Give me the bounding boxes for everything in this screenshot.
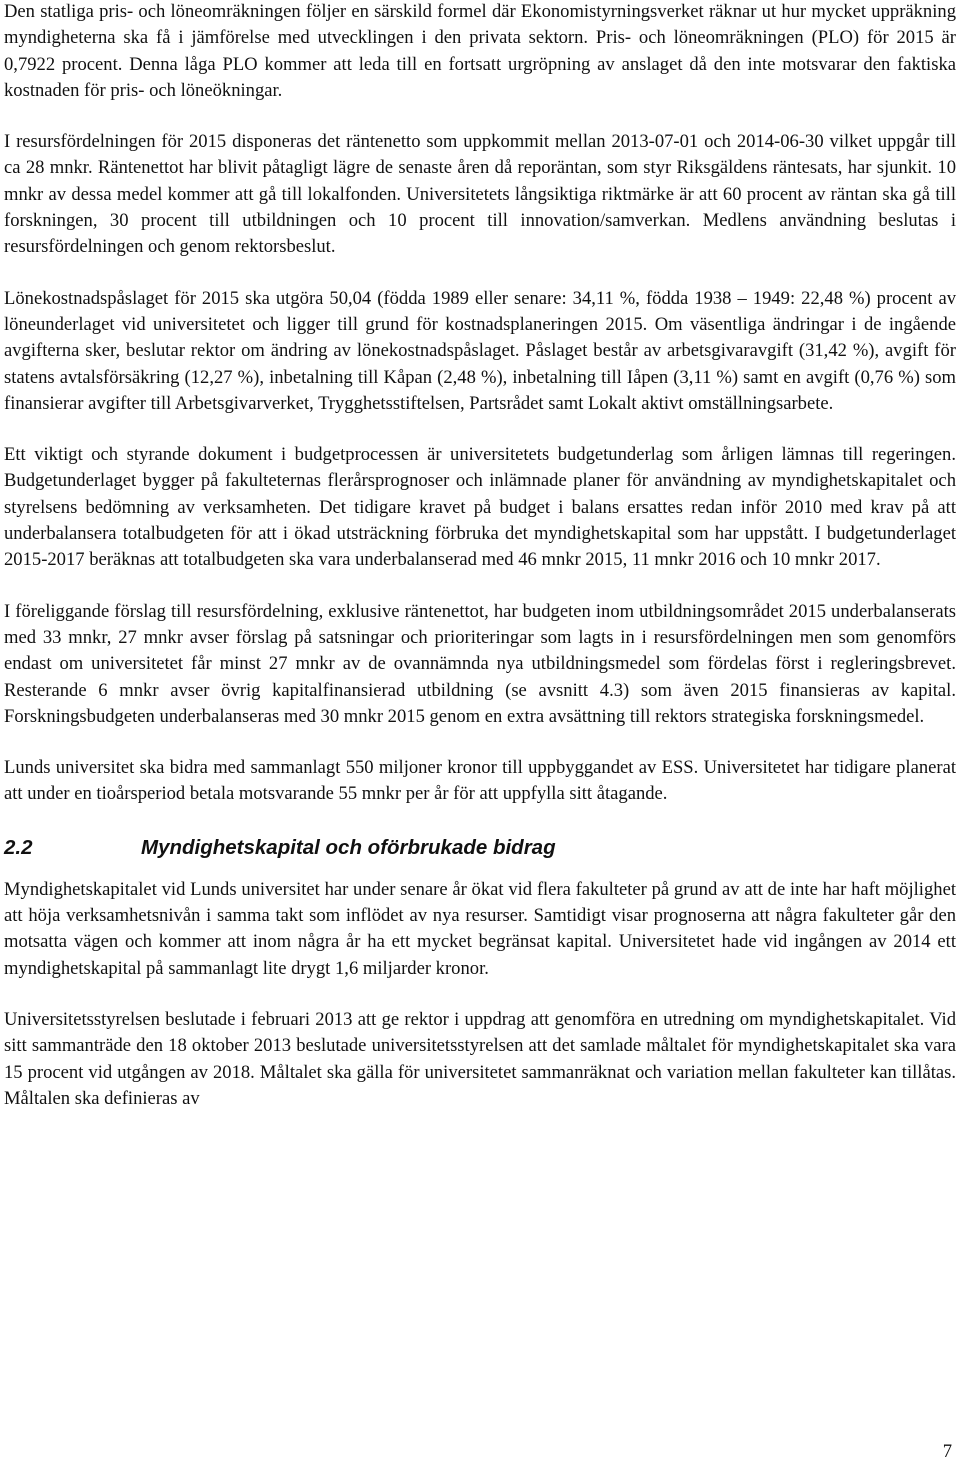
paragraph-price-wage-adjustment: Den statliga pris- och löneomräkningen följer en särskild formel där Ekonomistyrningsverket räknar ut hur mycket uppräkning myndigheterna ska få i jämförelse med utvecklingen i den privata sektorn. Pris- och löneomräkningen (PLO) för 2015 är 0,7922 procent. Denna låga PLO kommer att leda till en fortsatt urgröpning av anslaget då den inte motsvarar den faktiska kostnaden för pris- och löneökningar.: [4, 1, 956, 101]
paragraph-ess-contribution: Lunds universitet ska bidra med sammanlagt 550 miljoner kronor till uppbyggandet av ESS. Universitetet har tidigare planerat att under en tioårsperiod betala motsvarande 55 mnkr per år för att uppfylla sitt åtagande.: [4, 757, 956, 805]
page-number: 7: [942, 1441, 952, 1462]
paragraph-wage-cost-surcharge: Lönekostnadspåslaget för 2015 ska utgöra 50,04 (födda 1989 eller senare: 34,11 %, födda 1938 – 1949: 22,48 %) procent av löneunderlaget vid universitetet och ligger till grund för kostnadsplaneringen 2015. Om väsentliga ändringar i de ingående avgifterna sker, beslutar rektor om ändring av lönekostnadspåslaget. Påslaget består av arbetsgivaravgift (31,42 %), avgift för statens avtalsförsäkring (12,27 %), inbetalning till Kåpan (2,48 %), inbetalning till Iåpen (3,11 %) samt en avgift (0,76 %) som finansierar avgifter till Arbetsgivarverket, Trygghetsstiftelsen, Partsrådet samt Lokalt aktivt omställningsarbete.: [4, 287, 956, 414]
section-heading-title: Myndighetskapital och oförbrukade bidrag: [141, 835, 556, 859]
paragraph-agency-capital: Myndighetskapitalet vid Lunds universitet har under senare år ökat vid flera fakulteter på grund av att de inte har haft möjlighet att höja verksamhetsnivån i samma takt som inflödet av nya resurser. Samtidigt visar prognoserna att några fakulteter går den motsatta vägen och kommer att inom några år ha ett mycket begränsat kapital. Universitetet hade vid ingången av 2014 ett myndighetskapital på sammanlagt lite drygt 1,6 miljarder kronor.: [4, 878, 956, 979]
section-heading: [4, 833, 956, 863]
section-heading-number: 2.2: [4, 835, 33, 859]
paragraph-board-decision: Universitetsstyrelsen beslutade i februari 2013 att ge rektor i uppdrag att genomföra en utredning om myndighetskapitalet. Vid sitt sammanträde den 18 oktober 2013 beslutade universitetsstyrelsen att det samlade måltalet för myndighetskapitalet ska vara 15 procent vid utgången av 2018. Måltalet ska gälla för universitetet sammanräknat och variation mellan fakulteter kan tillåtas. Måltalen ska definieras av: [4, 1008, 956, 1109]
paragraph-budget-documentation: Ett viktigt och styrande dokument i budgetprocessen är universitetets budgetunderlag som årligen lämnas till regeringen. Budgetunderlaget bygger på fakulteternas flerårsprognoser och inlämnade planer för användning av myndighetskapitalet och styrelsens bedömning av verksamheten. Det tidigare kravet på budget i balans ersattes redan inför 2010 med krav på att underbalansera totalbudgeten för att i ökad utsträckning förbruka det myndighetskapital som har uppstått. I budgetunderlaget 2015-2017 beräknas att totalbudgeten ska vara underbalanserad med 46 mnkr 2015, 11 mnkr 2016 och 10 mnkr 2017.: [4, 444, 956, 571]
document-page: [4, 0, 956, 1112]
paragraph-resource-allocation-proposal: I föreliggande förslag till resursfördelning, exklusive räntenettot, har budgeten inom utbildningsområdet 2015 underbalanserats med 33 mnkr, 27 mnkr avser förslag på satsningar och prioriteringar som lagts in i resursfördelningen men som genomförs endast om universitetet får minst 27 mnkr av de ovannämnda nya utbildningsmedel som fördelas först i regleringsbrevet. Resterande 6 mnkr avser övrig kapitalfinansierad utbildning (se avsnitt 4.3) som även 2015 finansieras av kapital. Forskningsbudgeten underbalanseras med 30 mnkr 2015 genom en extra avsättning till rektors strategiska forskningsmedel.: [4, 600, 956, 727]
paragraph-interest-net: I resursfördelningen för 2015 disponeras det räntenetto som uppkommit mellan 2013-07-01 och 2014-06-30 vilket uppgår till ca 28 mnkr. Räntenettot har blivit påtagligt lägre de senaste åren då reporäntan, som styr Riksgäldens räntesats, har sjunkit. 10 mnkr av dessa medel kommer att gå till lokalfonden. Universitetets långsiktiga riktmärke är att 60 procent av räntan ska gå till forskningen, 30 procent till utbildningen och 10 procent till innovation/samverkan. Medlens användning beslutas i resursfördelningen och genom rektorsbeslut.: [4, 131, 956, 258]
